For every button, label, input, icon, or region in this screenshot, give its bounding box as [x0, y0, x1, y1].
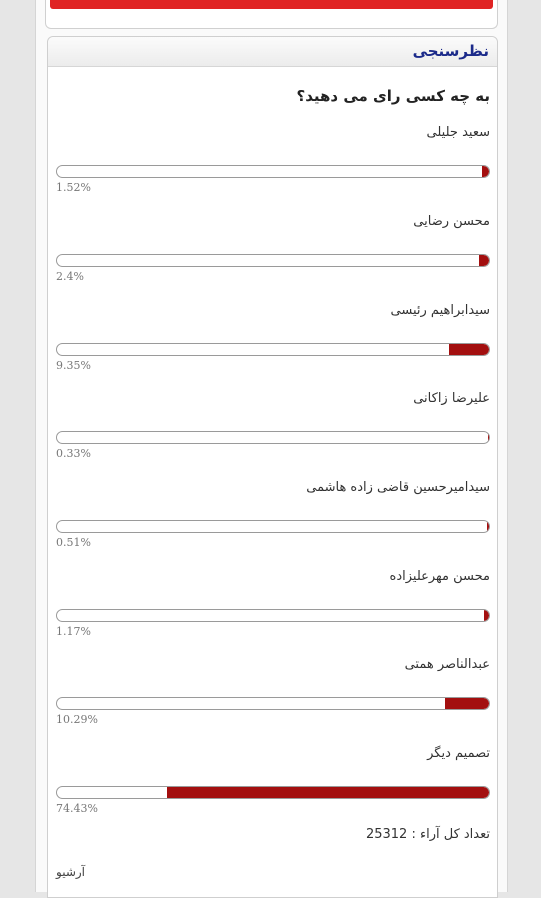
result-bar: [56, 786, 490, 799]
option-label: عبدالناصر همتی: [404, 657, 490, 672]
result-bar-fill: [449, 344, 489, 355]
poll-option: [56, 657, 490, 742]
result-bar-fill: [445, 698, 489, 709]
option-percent: 10.29%: [56, 713, 98, 726]
result-bar: [56, 165, 490, 178]
top-banner[interactable]: [45, 0, 498, 29]
result-bar: [56, 254, 490, 267]
poll-title: نظرسنجی: [412, 42, 489, 60]
archive-link[interactable]: آرشیو: [56, 865, 86, 879]
option-percent: 1.52%: [56, 181, 91, 194]
result-bar-fill: [484, 610, 489, 621]
result-bar: [56, 520, 490, 533]
poll-widget: [47, 36, 498, 898]
option-label: سیدامیرحسین قاضی زاده هاشمی: [306, 480, 490, 495]
option-label: محسن رضایی: [413, 214, 490, 229]
poll-option: [56, 125, 490, 210]
total-votes: تعداد کل آراء : 25312: [365, 827, 490, 842]
result-bar-fill: [167, 787, 489, 798]
option-label: سیدابراهیم رئیسی: [390, 303, 490, 318]
result-bar-fill: [488, 432, 489, 443]
option-percent: 0.33%: [56, 447, 91, 460]
result-bar-fill: [487, 521, 489, 532]
result-bar: [56, 343, 490, 356]
result-bar-fill: [482, 166, 489, 177]
option-label: سعید جلیلی: [426, 125, 490, 140]
poll-option: [56, 391, 490, 476]
poll-option: [56, 480, 490, 565]
poll-option: [56, 303, 490, 388]
option-label: محسن مهرعلیزاده: [389, 569, 490, 584]
result-bar: [56, 697, 490, 710]
option-percent: 9.35%: [56, 359, 91, 372]
option-percent: 2.4%: [56, 270, 84, 283]
result-bar: [56, 609, 490, 622]
poll-question: به چه کسی رای می دهید؟: [296, 87, 490, 105]
poll-option: [56, 746, 490, 831]
option-percent: 0.51%: [56, 536, 91, 549]
poll-header: [48, 37, 497, 67]
option-percent: 1.17%: [56, 625, 91, 638]
poll-option: [56, 569, 490, 654]
result-bar: [56, 431, 490, 444]
poll-option: [56, 214, 490, 299]
option-label: تصمیم دیگر: [427, 746, 490, 761]
option-percent: 74.43%: [56, 802, 98, 815]
red-banner-strip[interactable]: [50, 0, 493, 9]
option-label: علیرضا زاکانی: [413, 391, 490, 406]
result-bar-fill: [479, 255, 489, 266]
